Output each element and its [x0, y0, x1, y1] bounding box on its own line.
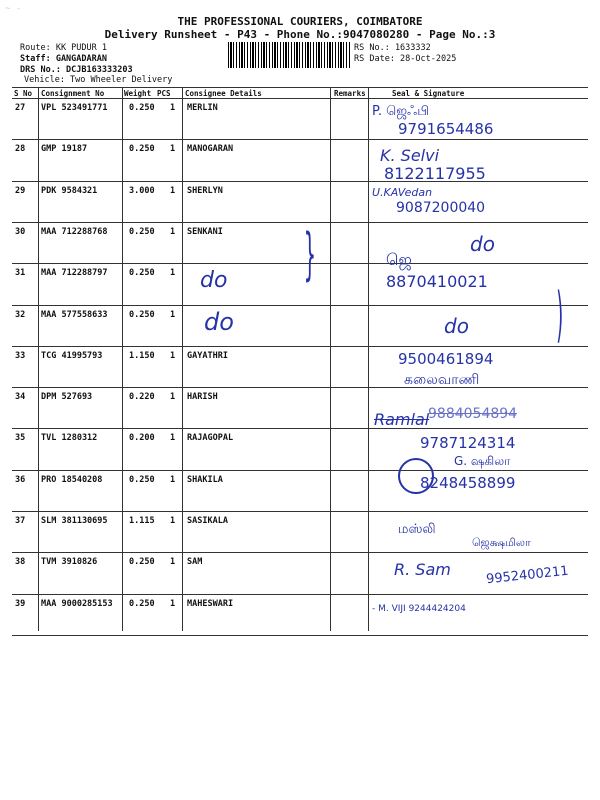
sig-37-sign: ஜெக்ஷமிலா: [472, 536, 531, 549]
row-pcs: 1: [170, 557, 176, 567]
row-consignee: RAJAGOPAL: [187, 433, 234, 443]
row-weight: 0.250: [129, 475, 155, 485]
sig-33-name: கலைவாணி: [404, 372, 480, 388]
col-pcs: PCS: [157, 89, 171, 98]
row-divider: [12, 635, 588, 636]
sig-29-phone: 9087200040: [396, 200, 486, 216]
row-pcs: 1: [170, 392, 176, 402]
row-divider: [12, 387, 588, 388]
row-pcs: 1: [170, 144, 176, 154]
sig-34-scribble: Ramlal: [374, 410, 430, 429]
row-sno: 37: [15, 516, 26, 526]
row-consignee: MANOGARAN: [187, 144, 234, 154]
row-consignee: SENKANI: [187, 227, 223, 237]
sig-37-name: மஸ்லி: [398, 522, 436, 537]
row-divider: [12, 511, 588, 512]
row-weight: 0.250: [129, 310, 155, 320]
row-sno: 31: [15, 268, 26, 278]
brace-mark: }: [303, 222, 317, 287]
sig-38-phone: 9952400211: [485, 563, 570, 588]
drs-label: DRS No.: DCJB163333203: [20, 65, 133, 75]
row-weight: 0.250: [129, 227, 155, 237]
sig-36-phone: 8248458899: [420, 474, 516, 492]
row-divider: [12, 222, 588, 223]
row-sno: 38: [15, 557, 26, 567]
runsheet-subtitle: Delivery Runsheet - P43 - Phone No.:9047080280 - Page No.:3: [104, 28, 496, 41]
row-consignment: MAA 712288797: [41, 268, 108, 278]
row-pcs: 1: [170, 475, 176, 485]
row-weight: 1.150: [129, 351, 155, 361]
row-sno: 29: [15, 186, 26, 196]
sig-27-name: P. ஜெஃபி: [372, 104, 430, 119]
sig-35-phone: 9787124314: [420, 434, 516, 452]
col-remarks: Remarks: [334, 89, 366, 98]
row-sno: 32: [15, 310, 26, 320]
col-consignee: Consignee Details: [185, 89, 262, 98]
sig-27-phone: 9791654486: [398, 120, 494, 138]
row-consignee: HARISH: [187, 392, 218, 402]
scratch-mark: ~ -: [5, 4, 22, 14]
barcode-image: [228, 42, 350, 68]
row-consignee: MERLIN: [187, 103, 218, 113]
company-title: THE PROFESSIONAL COURIERS, COIMBATORE: [177, 15, 423, 28]
row-pcs: 1: [170, 268, 176, 278]
sig-31-mark: ஜெ: [386, 250, 412, 269]
row-weight: 0.250: [129, 557, 155, 567]
row-pcs: 1: [170, 310, 176, 320]
sig-29-name: U.KAVedan: [372, 186, 433, 199]
row-consignment: GMP 19187: [41, 144, 88, 154]
row-divider: [12, 552, 588, 553]
staff-label: Staff: GANGADARAN: [20, 54, 107, 64]
sig-34-struck: 9884054894: [428, 406, 518, 422]
rs-number: RS No.: 1633332: [354, 43, 431, 53]
row-consignee: SASIKALA: [187, 516, 228, 526]
row-weight: 3.000: [129, 186, 155, 196]
row-consignee: SHAKILA: [187, 475, 223, 485]
sig-38-name: R. Sam: [394, 560, 451, 579]
row-divider: [12, 346, 588, 347]
sig-33-phone: 9500461894: [398, 350, 494, 368]
row-pcs: 1: [170, 227, 176, 237]
row-divider: [12, 470, 588, 471]
row-divider: [12, 263, 588, 264]
sig-28-name: K. Selvi: [380, 146, 440, 165]
sig-31-phone: 8870410021: [386, 272, 488, 291]
row-sno: 36: [15, 475, 26, 485]
row-consignment: TCG 41995793: [41, 351, 103, 361]
row-divider: [12, 305, 588, 306]
handwritten-do-31: do: [200, 268, 228, 293]
row-weight: 1.115: [129, 516, 155, 526]
row-weight: 0.250: [129, 144, 155, 154]
row-weight: 0.200: [129, 433, 155, 443]
row-consignment: TVL 1280312: [41, 433, 98, 443]
row-consignment: PDK 9584321: [41, 186, 98, 196]
col-weight: Weight: [124, 89, 152, 98]
row-consignment: PRO 18540208: [41, 475, 103, 485]
sig-36-name: G. ஷகிலா: [454, 454, 511, 468]
row-divider: [12, 139, 588, 140]
row-sno: 33: [15, 351, 26, 361]
row-consignee: SAM: [187, 557, 203, 567]
handwritten-do-32: do: [204, 308, 234, 336]
sig-32-do: do: [444, 314, 469, 338]
rs-date: RS Date: 28-Oct-2025: [354, 54, 457, 64]
row-weight: 0.250: [129, 599, 155, 609]
row-sno: 34: [15, 392, 26, 402]
row-consignee: MAHESWARI: [187, 599, 234, 609]
vehicle-label: Vehicle: Two Wheeler Delivery: [24, 75, 173, 85]
col-consignment: Consignment No: [41, 89, 105, 98]
row-sno: 35: [15, 433, 26, 443]
brace-mark-right: ): [556, 280, 564, 350]
sig-30-do: do: [470, 232, 495, 256]
row-consignment: MAA 577558633: [41, 310, 108, 320]
row-divider: [12, 594, 588, 595]
row-sno: 27: [15, 103, 26, 113]
row-pcs: 1: [170, 433, 176, 443]
row-pcs: 1: [170, 186, 176, 196]
row-consignment: SLM 381130695: [41, 516, 108, 526]
row-consignment: MAA 712288768: [41, 227, 108, 237]
row-consignment: MAA 9000285153: [41, 599, 113, 609]
sig-39: - M. VIJI 9244424204: [372, 604, 466, 614]
col-sno: S No: [14, 89, 33, 98]
row-pcs: 1: [170, 103, 176, 113]
row-weight: 0.250: [129, 268, 155, 278]
row-pcs: 1: [170, 516, 176, 526]
col-signature: Seal & Signature: [392, 89, 465, 98]
row-pcs: 1: [170, 351, 176, 361]
row-consignee: SHERLYN: [187, 186, 223, 196]
row-sno: 30: [15, 227, 26, 237]
row-divider: [12, 428, 588, 429]
row-sno: 39: [15, 599, 26, 609]
sig-28-phone: 8122117955: [384, 164, 486, 183]
row-pcs: 1: [170, 599, 176, 609]
row-sno: 28: [15, 144, 26, 154]
row-consignee: GAYATHRI: [187, 351, 228, 361]
row-divider: [12, 181, 588, 182]
row-consignment: VPL 523491771: [41, 103, 108, 113]
row-weight: 0.250: [129, 103, 155, 113]
route-label: Route: KK PUDUR 1: [20, 43, 107, 53]
row-weight: 0.220: [129, 392, 155, 402]
row-consignment: TVM 3910826: [41, 557, 98, 567]
row-consignment: DPM 527693: [41, 392, 93, 402]
